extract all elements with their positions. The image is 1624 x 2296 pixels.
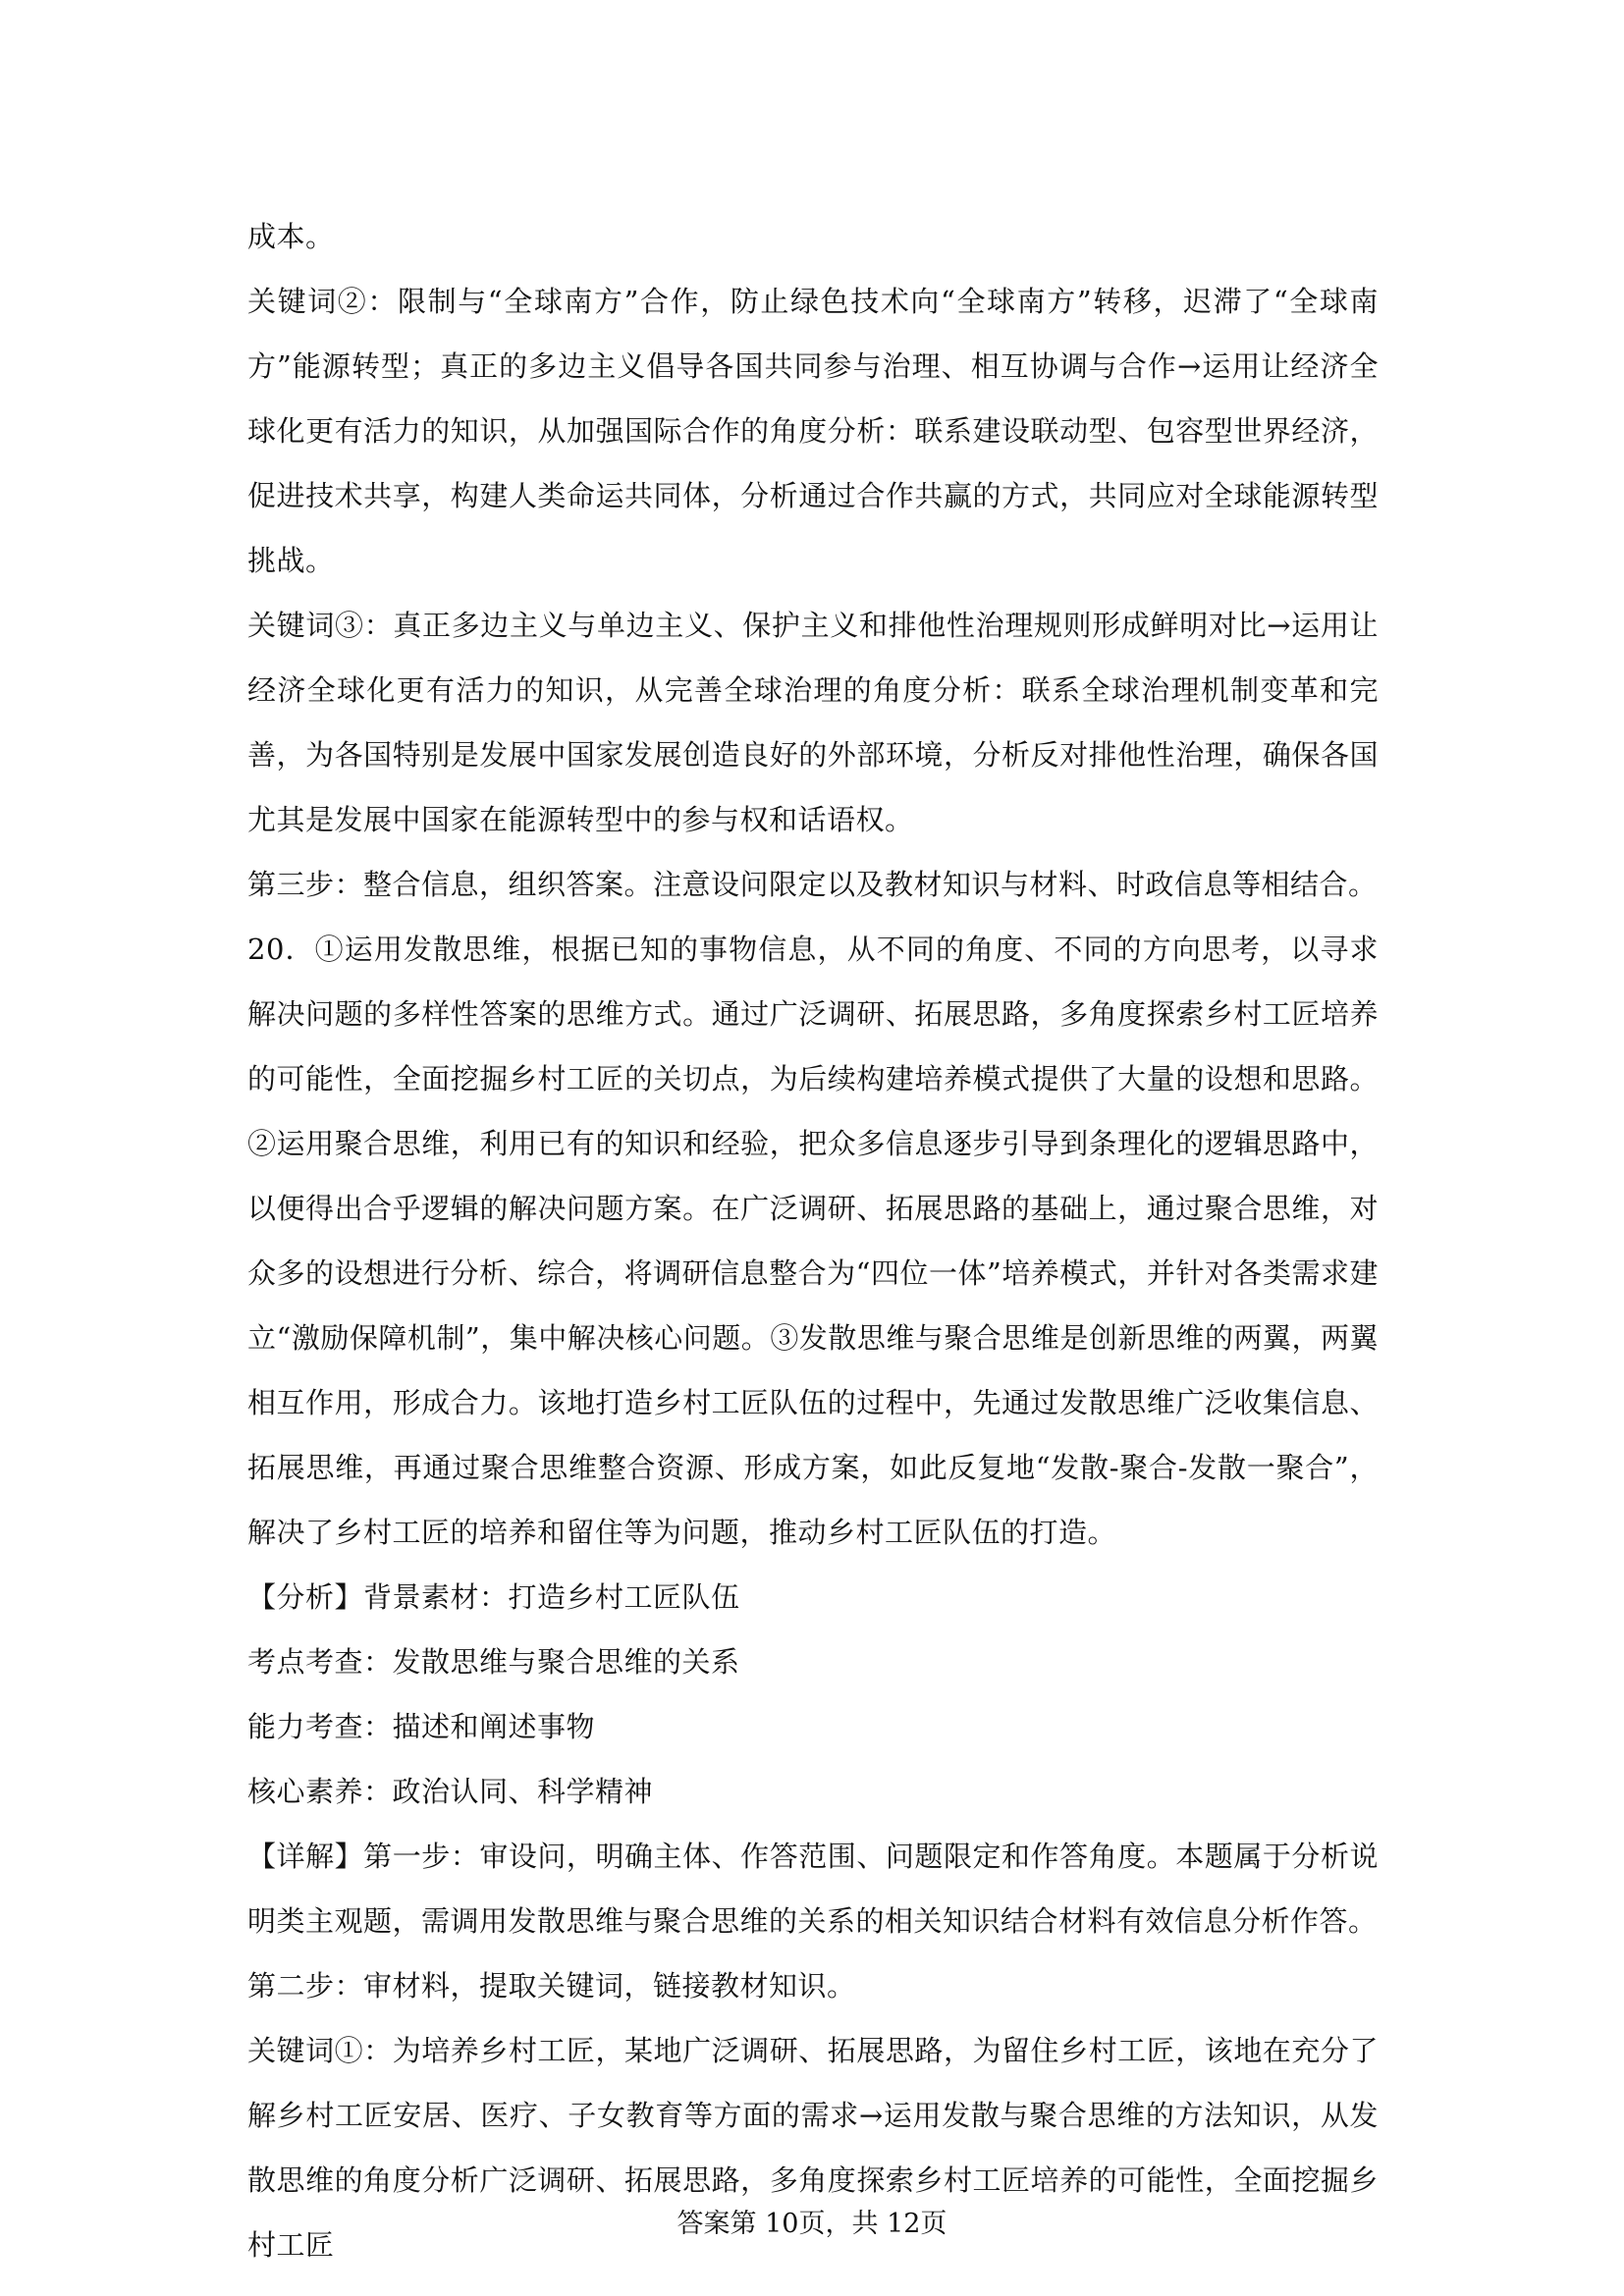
- paragraph-answer-20: 20．①运用发散思维，根据已知的事物信息，从不同的角度、不同的方向思考，以寻求解决问题的多样性答案的思维方式。通过广泛调研、拓展思路，多角度探索乡村工匠培养的可能性，全面挖掘乡村工匠的关切点，为后续构建培养模式提供了大量的设想和思路。②运用聚合思维，利用已有的知识和经验，把众多信息逐步引导到条理化的逻辑思路中，以便得出合乎逻辑的解决问题方案。在广泛调研、拓展思路的基础上，通过聚合思维，对众多的设想进行分析、综合，将调研信息整合为“四位一体”培养模式，并针对各类需求建立“激励保障机制”，集中解决核心问题。③发散思维与聚合思维是创新思维的两翼，两翼相互作用，形成合力。该地打造乡村工匠队伍的过程中，先通过发散思维广泛收集信息、拓展思维，再通过聚合思维整合资源、形成方案，如此反复地“发散-聚合-发散一聚合”，解决了乡村工匠的培养和留住等为问题，推动乡村工匠队伍的打造。: [247, 933, 1379, 1549]
- document-body: [247, 204, 1379, 2277]
- page-footer: 答案第 10页，共 12页: [677, 2209, 947, 2239]
- paragraph-core-literacy: 核心素养：政治认同、科学精神: [247, 1775, 654, 1808]
- paragraph-analysis: 【分析】背景素材：打造乡村工匠队伍: [247, 1580, 740, 1614]
- paragraph-keyword-2: 关键词②：限制与“全球南方”合作，防止绿色技术向“全球南方”转移，迟滞了“全球南方”能源转型；真正的多边主义倡导各国共同参与治理、相互协调与合作→运用让经济全球化更有活力的知识，从加强国际合作的角度分析：联系建设联动型、包容型世界经济，促进技术共享，构建人类命运共同体，分析通过合作共赢的方式，共同应对全球能源转型挑战。: [247, 285, 1379, 577]
- paragraph-step-3: 第三步：整合信息，组织答案。注意设问限定以及教材知识与材料、时政信息等相结合。: [247, 868, 1378, 901]
- paragraph-keyword-3: 关键词③：真正多边主义与单边主义、保护主义和排他性治理规则形成鲜明对比→运用让经济全球化更有活力的知识，从完善全球治理的角度分析：联系全球治理机制变革和完善，为各国特别是发展中国家发展创造良好的外部环境，分析反对排他性治理，确保各国尤其是发展中国家在能源转型中的参与权和话语权。: [247, 609, 1379, 836]
- paragraph-continuation: 成本。: [247, 220, 335, 253]
- paragraph-ability: 能力考查：描述和阐述事物: [247, 1710, 596, 1743]
- paragraph-test-point: 考点考查：发散思维与聚合思维的关系: [247, 1645, 740, 1679]
- paragraph-step-2: 第二步：审材料，提取关键词，链接教材知识。: [247, 1969, 856, 2002]
- paragraph-detail-step-1: 【详解】第一步：审设问，明确主体、作答范围、问题限定和作答角度。本题属于分析说明类主观题，需调用发散思维与聚合思维的关系的相关知识结合材料有效信息分析作答。: [247, 1840, 1379, 1938]
- paragraph-keyword-1: 关键词①：为培养乡村工匠，某地广泛调研、拓展思路，为留住乡村工匠，该地在充分了解乡村工匠安居、医疗、子女教育等方面的需求→运用发散与聚合思维的方法知识，从发散思维的角度分析广泛调研、拓展思路，多角度探索乡村工匠培养的可能性，全面挖掘乡村工匠: [247, 2034, 1379, 2262]
